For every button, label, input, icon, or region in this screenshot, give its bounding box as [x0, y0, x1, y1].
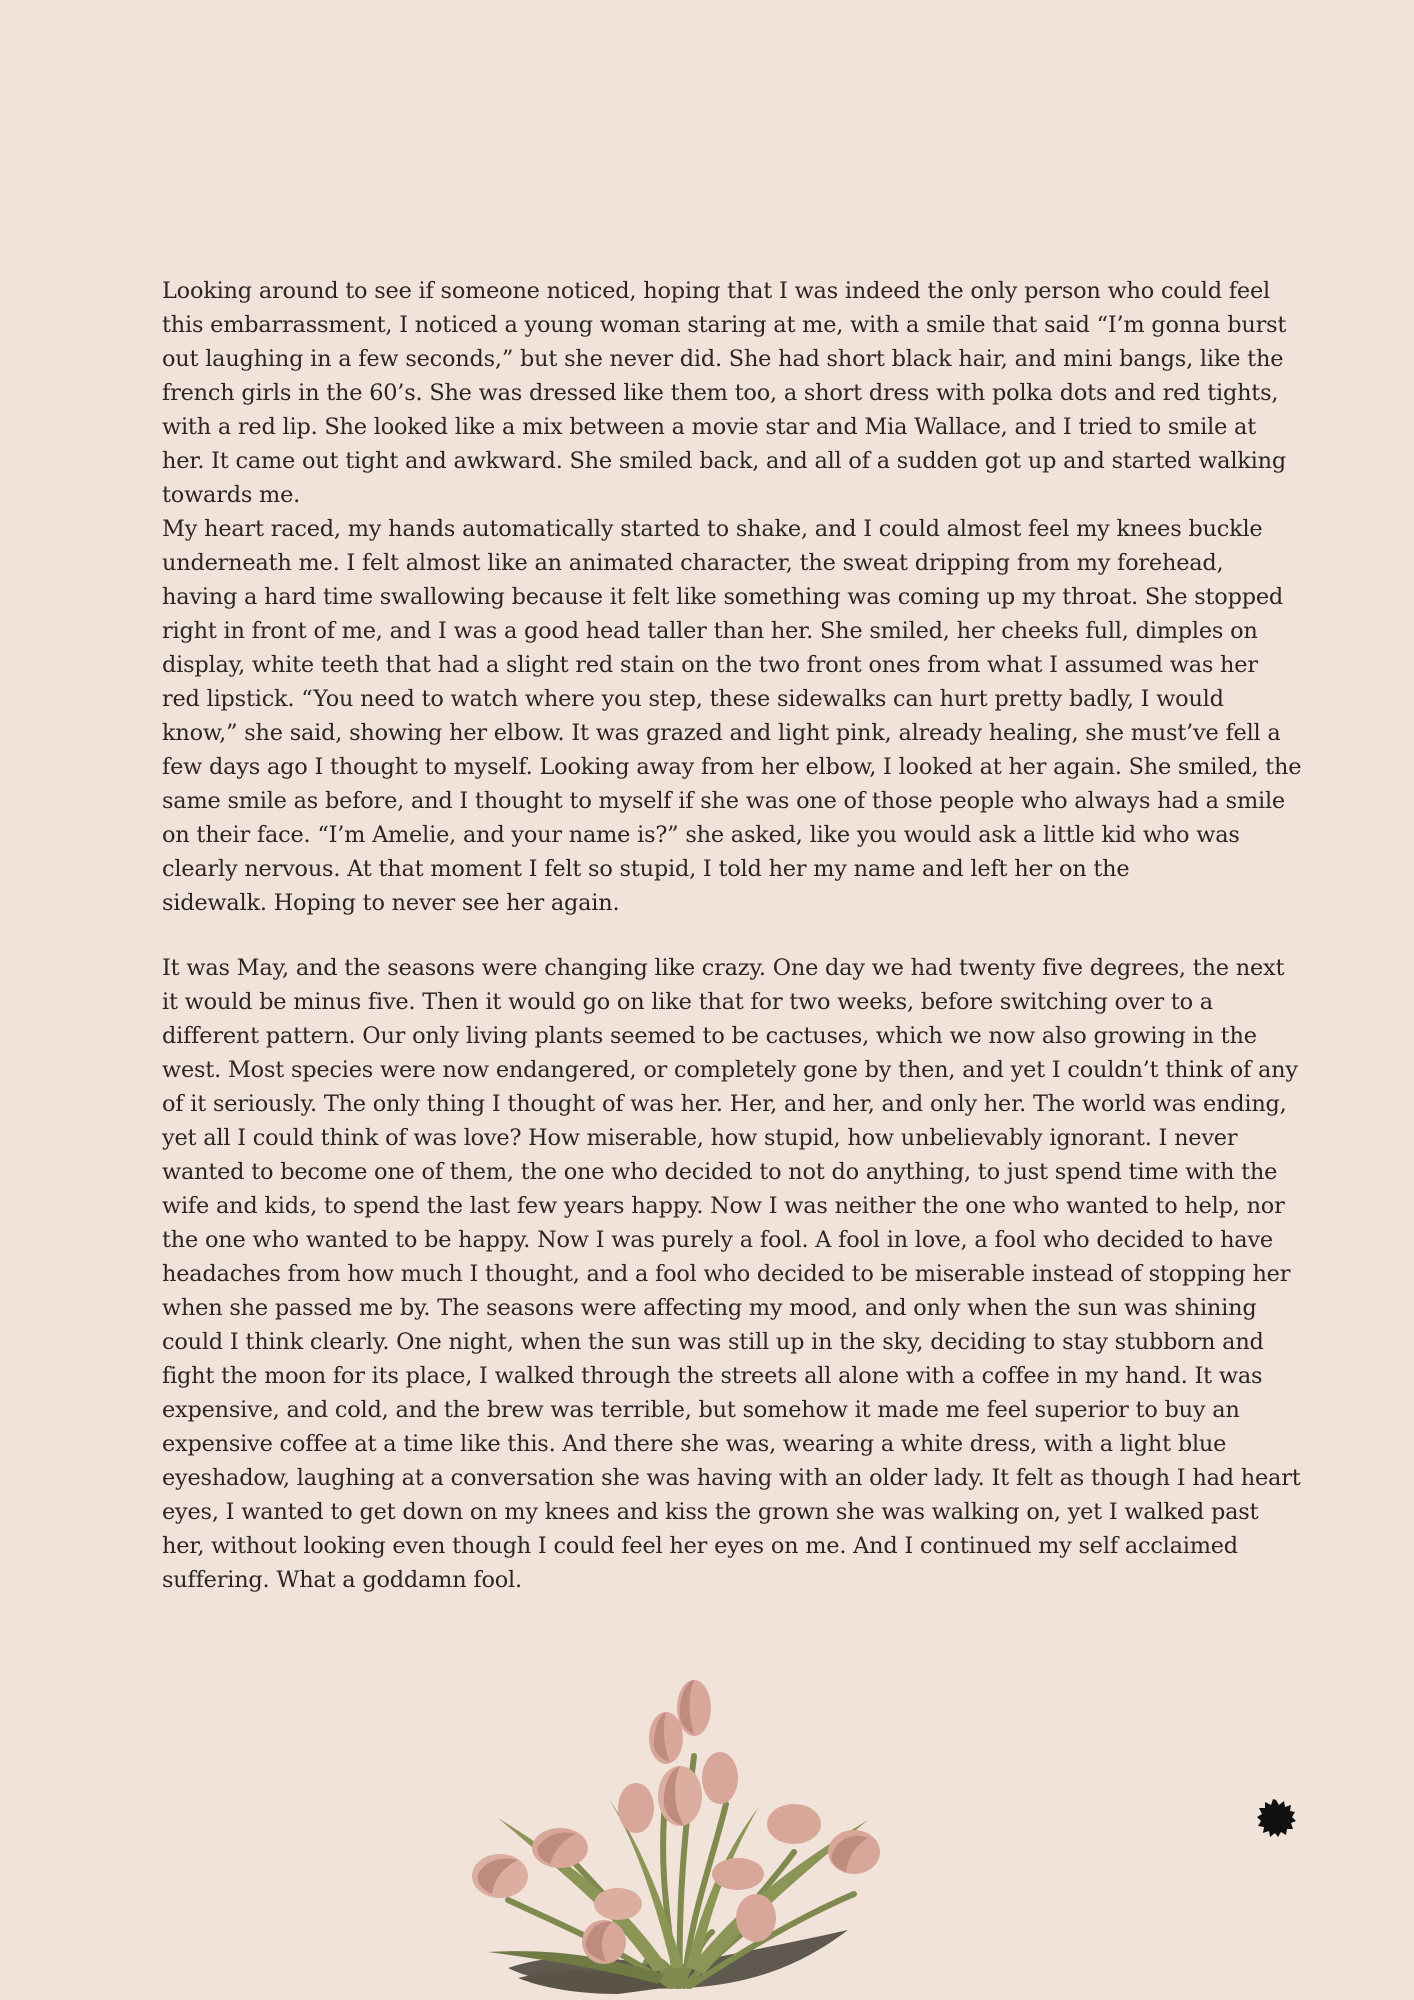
starburst-seal-icon: [1256, 1798, 1296, 1838]
tulip-bouquet-icon: [458, 1668, 898, 2000]
story-section-1: [162, 274, 1302, 920]
paragraph: It was May, and the seasons were changing like crazy. One day we had twenty five degrees, the next it would be minus five. Then it would go on like that for two weeks, before switching over to a different pattern. Our only living plants seemed to be cactuses, which we now also growing in the west. Most species were now endangered, or completely gone by then, and yet I couldn’t think of any of it seriously. The only thing I thought of was her. Her, and her, and only her. The world was ending, yet all I could think of was love? How miserable, how stupid, how unbelievably ignorant. I never wanted to become one of them, the one who decided to not do anything, to just spend time with the wife and kids, to spend the last few years happy. Now I was neither the one who wanted to help, nor the one who wanted to be happy. Now I was purely a fool. A fool in love, a fool who decided to have headaches from how much I thought, and a fool who decided to be miserable instead of stopping her when she passed me by. The seasons were affecting my mood, and only when the sun was shining could I think clearly. One night, when the sun was still up in the sky, deciding to stay stubborn and fight the moon for its place, I walked through the streets all alone with a coffee in my hand. It was expensive, and cold, and the brew was terrible, but somehow it made me feel superior to buy an expensive coffee at a time like this. And there she was, wearing a white dress, with a light blue eyeshadow, laughing at a conversation she was having with an older lady. It felt as though I had heart eyes, I wanted to get down on my knees and kiss the grown she was walking on, yet I walked past her, without looking even though I could feel her eyes on me. And I continued my self acclaimed suffering. What a goddamn fool.: [162, 955, 1301, 1593]
paragraph: sidewalk. Hoping to never see her again.: [162, 890, 620, 916]
paragraph: Looking around to see if someone noticed, hoping that I was indeed the only person who could feel this embarrassment, I noticed a young woman staring at me, with a smile that said “I’m gonna burst out laughing in a few seconds,” but she never did. She had short black hair, and mini bangs, like the french girls in the 60’s. She was dressed like them too, a short dress with polka dots and red tights, with a red lip. She looked like a mix between a movie star and Mia Wallace, and I tried to smile at her. It came out tight and awkward. She smiled back, and all of a sudden got up and started walking towards me.: [162, 278, 1287, 508]
paragraph: My heart raced, my hands automatically started to shake, and I could almost feel my knees buckle underneath me. I felt almost like an animated character, the sweat dripping from my forehead, having a hard time swallowing because it felt like something was coming up my throat. She stopped right in front of me, and I was a good head taller than her. She smiled, her cheeks full, dimples on display, white teeth that had a slight red stain on the two front ones from what I assumed was her red lipstick. “You need to watch where you step, these sidewalks can hurt pretty badly, I would know,” she said, showing her elbow. It was grazed and light pink, already healing, she must’ve fell a few days ago I thought to myself. Looking away from her elbow, I looked at her again. She smiled, the same smile as before, and I thought to myself if she was one of those people who always had a smile on their face. “I’m Amelie, and your name is?” she asked, like you would ask a little kid who was clearly nervous. At that moment I felt so stupid, I told her my name and left her on the: [162, 516, 1302, 882]
story-section-2: [162, 951, 1302, 1597]
